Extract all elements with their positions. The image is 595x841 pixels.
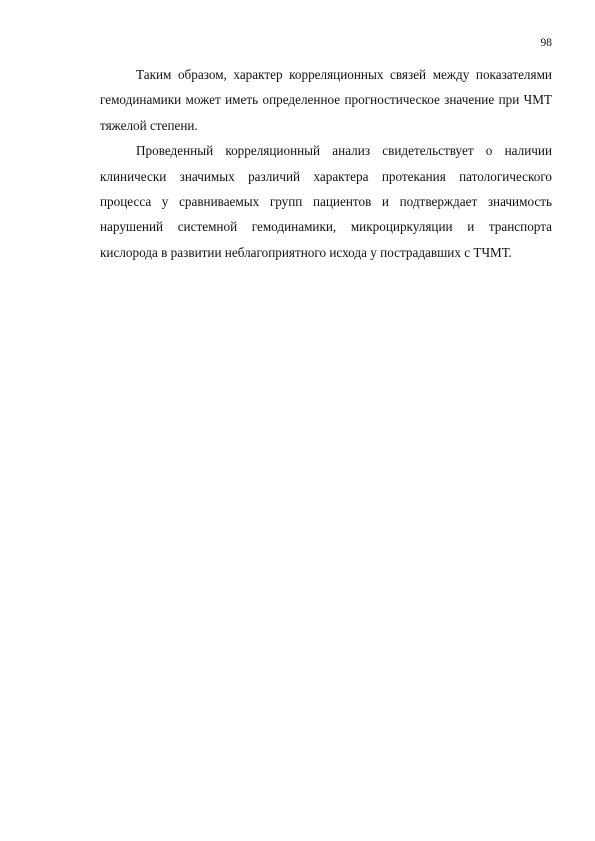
paragraph-1: Таким образом, характер корреляционных связей между показателями гемодинамики может иметь определенное прогностическое значение при ЧМТ тяжелой степени. (100, 67, 552, 133)
document-body (100, 62, 552, 265)
page-number: 98 (540, 37, 552, 49)
paragraph-2: Проведенный корреляционный анализ свидетельствует о наличии клинически значимых различий характера протекания патологического процесса у сравниваемых групп пациентов и подтверждает значимость нарушений системной гемодинамики, микроциркуляции и транспорта кислорода в развитии неблагоприятного исхода у пострадавших с ТЧМТ. (100, 143, 552, 260)
